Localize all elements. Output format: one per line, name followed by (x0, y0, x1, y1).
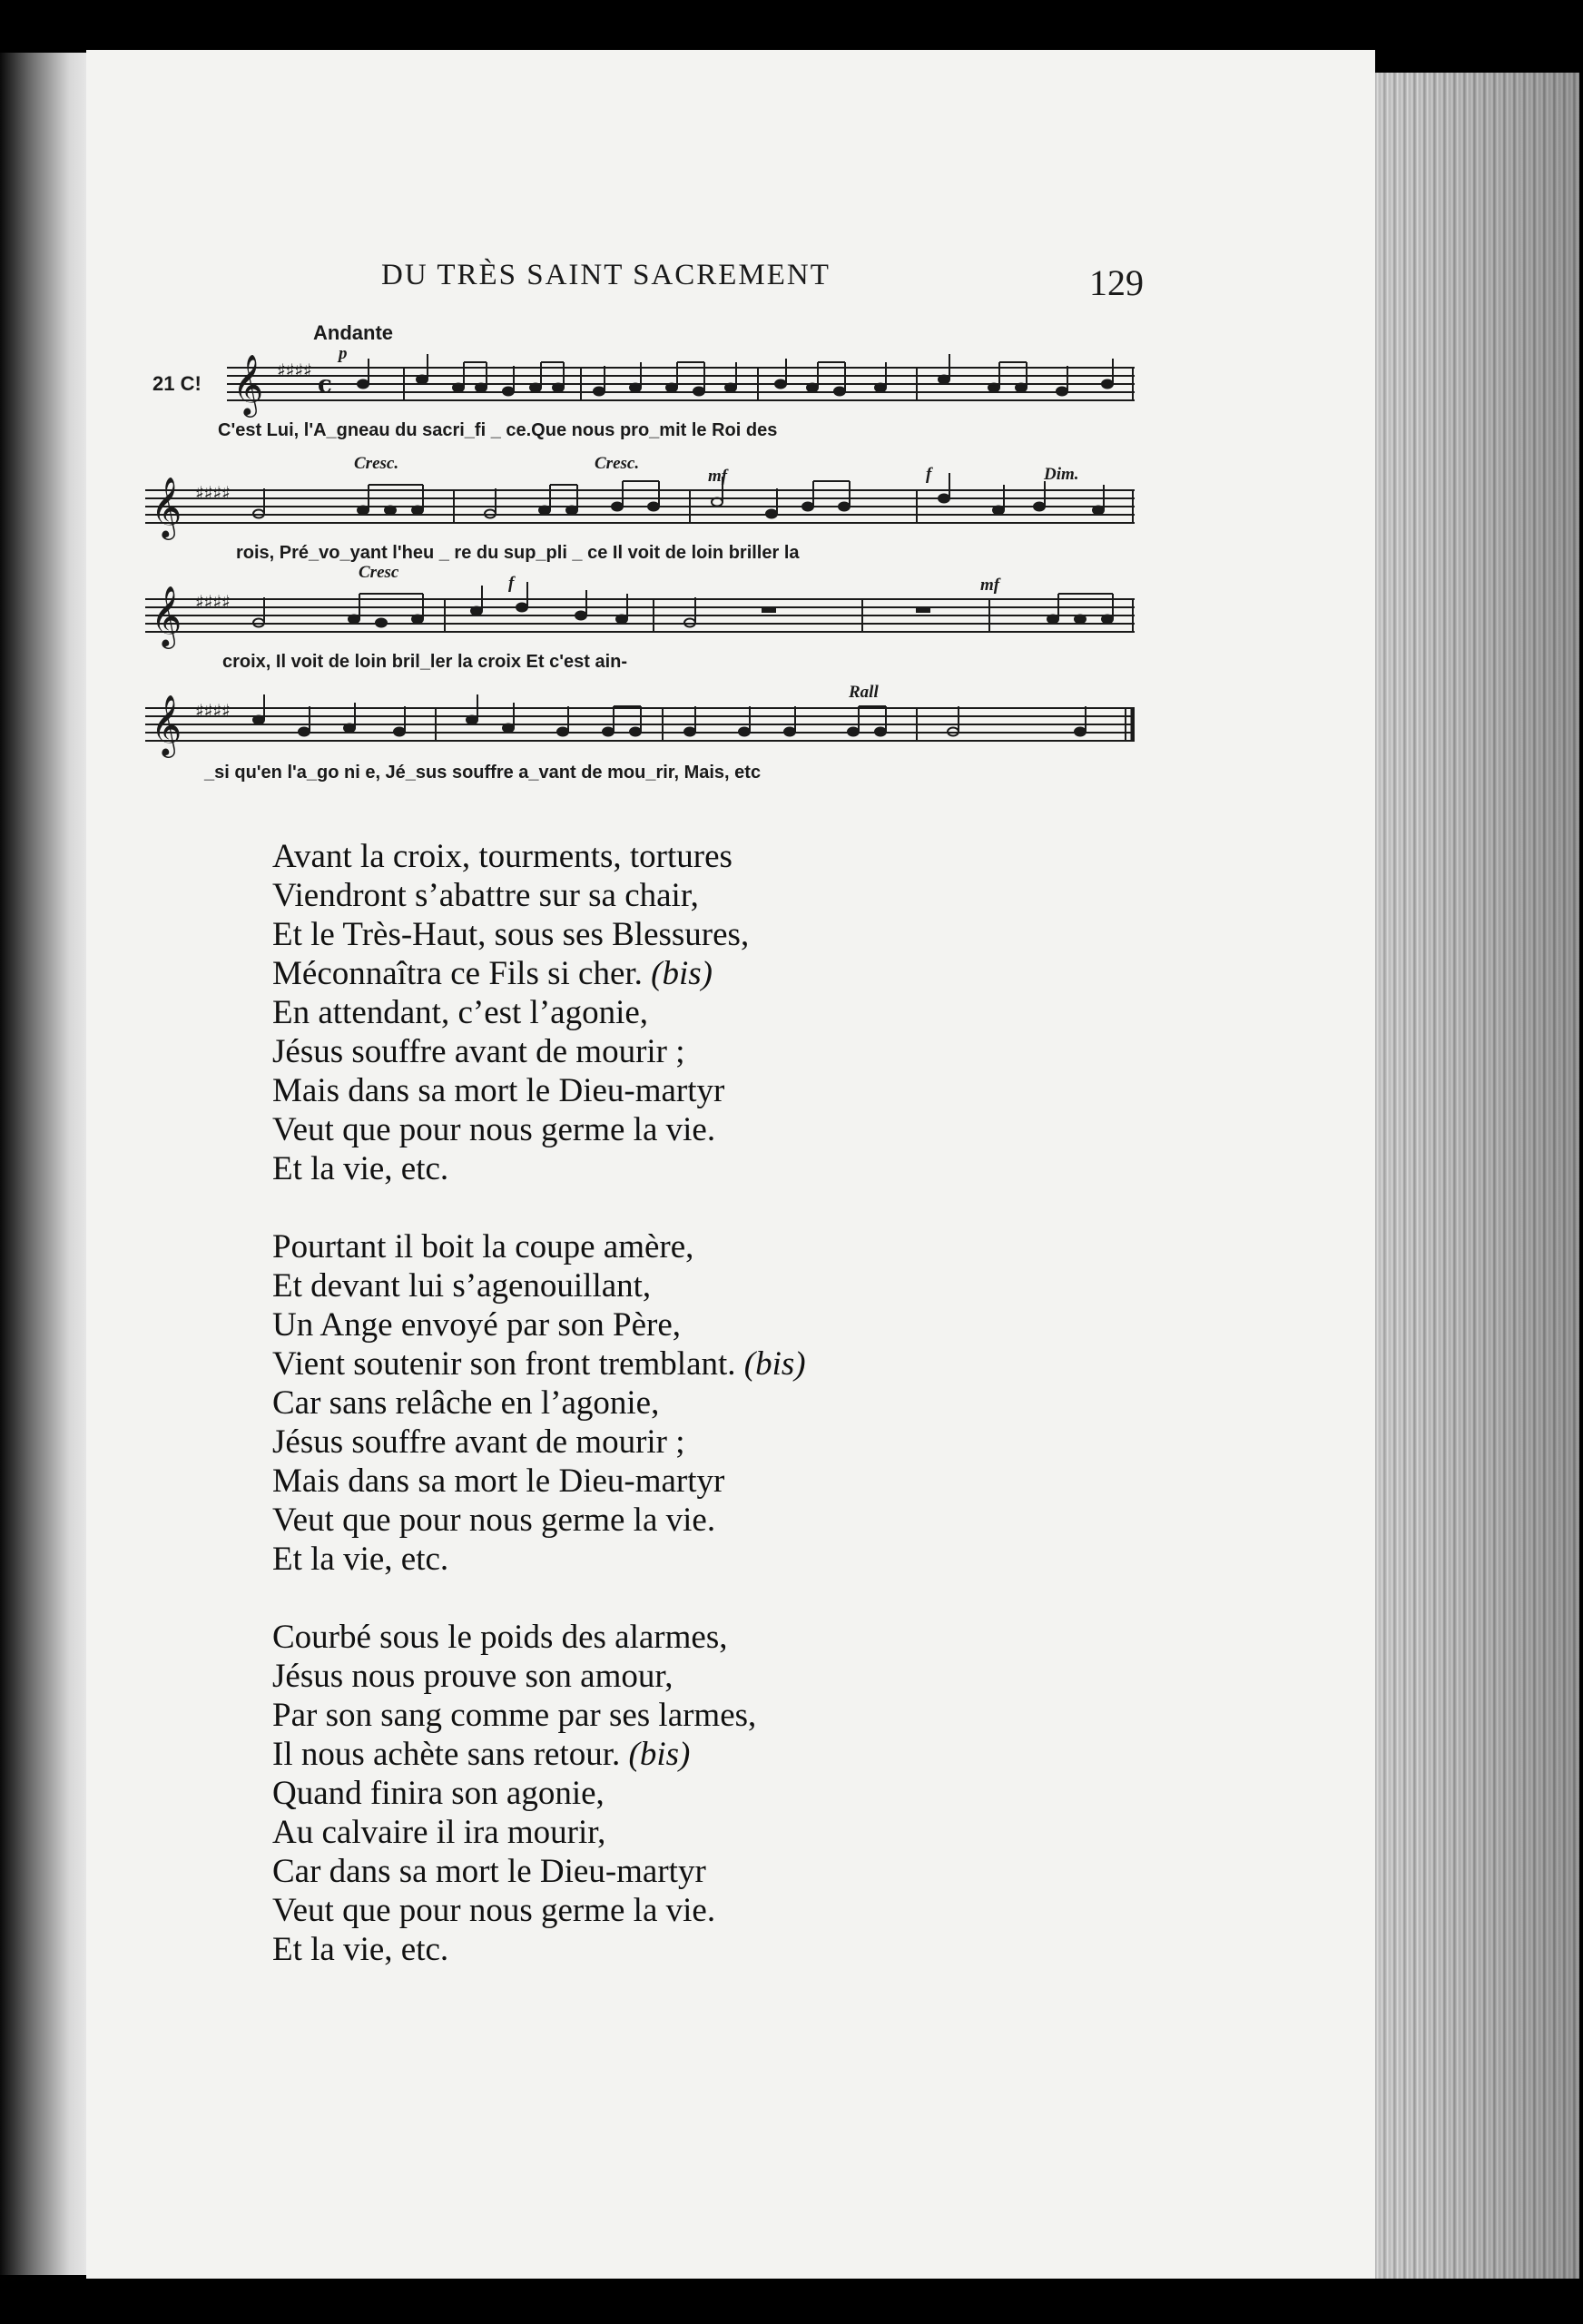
svg-text:𝄞: 𝄞 (151, 585, 182, 646)
stanza-line: En attendant, c’est l’agonie, (272, 994, 649, 1031)
rall-marking: Rall (849, 683, 879, 702)
stanza-2 (272, 1227, 1089, 1579)
lyric-line-4: _si qu'en l'a_go ni e, Jé_sus souffre a_vant de mou_rir, Mais, etc (204, 763, 762, 783)
cresc-marking-1: Cresc. (354, 454, 399, 473)
svg-text:𝄞: 𝄞 (151, 694, 182, 755)
repeat-mark: (bis) (743, 1345, 806, 1383)
svg-text:𝄞: 𝄞 (232, 353, 264, 415)
tempo-marking: Andante (313, 321, 393, 344)
stanza-line: Et la vie, etc. (272, 1150, 449, 1187)
staff-4 (145, 690, 1135, 763)
svg-text:♯♯♯♯: ♯♯♯♯ (195, 591, 231, 613)
lyric-line-1: C'est Lui, l'A_gneau du sacri_fi _ ce.Que nous pro_mit le Roi des (218, 420, 778, 440)
stanza-1 (272, 837, 1089, 1188)
svg-text:♯♯♯♯: ♯♯♯♯ (277, 359, 312, 381)
stanza-line: Veut que pour nous germe la vie. (272, 1502, 716, 1539)
stanza-line: Car dans sa mort le Dieu-martyr (272, 1853, 706, 1890)
stanza-line: Mais dans sa mort le Dieu-martyr (272, 1072, 725, 1109)
stanza-3 (272, 1618, 1089, 1969)
stanza-line: Mais dans sa mort le Dieu-martyr (272, 1462, 725, 1500)
repeat-mark: (bis) (628, 1736, 691, 1773)
staff-1 (145, 350, 1135, 422)
dim-marking: Dim. (1044, 465, 1079, 484)
stanza-line: Quand finira son agonie, (272, 1775, 605, 1812)
stanza-line-with-repeat (272, 954, 1089, 993)
stanza-line: Pourtant il boit la coupe amère, (272, 1228, 694, 1265)
stanza-line: Jésus souffre avant de mourir ; (272, 1423, 685, 1461)
lyric-line-2: rois, Pré_vo_yant l'heu _ re du sup_pli _ ce Il voit de loin briller la (236, 543, 800, 563)
previous-page-edge (0, 53, 100, 2275)
stanza-line: Veut que pour nous germe la vie. (272, 1111, 716, 1148)
stanza-line-text: Vient soutenir son front tremblant. (272, 1345, 736, 1383)
stanza-line-text: Méconnaîtra ce Fils si cher. (272, 955, 643, 992)
stanza-line-text: Il nous achète sans retour. (272, 1736, 621, 1773)
dynamic-f-1: f (926, 465, 932, 484)
music-system-3 (145, 563, 1135, 699)
music-system-2 (145, 454, 1135, 590)
page-number: 129 (1089, 262, 1144, 303)
dynamic-p: p (339, 344, 348, 363)
music-system-1 (145, 344, 1135, 468)
stanza-line: Un Ange envoyé par son Père, (272, 1306, 682, 1344)
svg-text:♯♯♯♯: ♯♯♯♯ (195, 482, 231, 504)
music-system-4 (145, 683, 1135, 808)
stanza-line: Courbé sous le poids des alarmes, (272, 1619, 728, 1656)
stanza-line-with-repeat (272, 1344, 1089, 1384)
stanza-line: Et la vie, etc. (272, 1931, 449, 1968)
stanza-line: Viendront s’abattre sur sa chair, (272, 877, 699, 914)
hymn-number: 21 C! (152, 372, 202, 395)
dynamic-f-2: f (508, 574, 515, 593)
dynamic-mf-2: mf (980, 576, 1000, 595)
staff-2 (145, 472, 1135, 545)
stanza-line: Jésus souffre avant de mourir ; (272, 1033, 685, 1070)
hymn-stanzas (272, 837, 1089, 2008)
stanza-line: Car sans relâche en l’agonie, (272, 1384, 660, 1422)
stanza-line: Et devant lui s’agenouillant, (272, 1267, 652, 1305)
lyric-line-3: croix, Il voit de loin bril_ler la croix Et c'est ain- (222, 652, 628, 672)
stanza-line: Jésus nous prouve son amour, (272, 1658, 674, 1695)
stanza-line: Au calvaire il ira mourir, (272, 1814, 606, 1851)
cresc-marking-2: Cresc. (595, 454, 640, 473)
staff-3 (145, 581, 1135, 654)
dynamic-mf-1: mf (708, 467, 728, 486)
svg-text:𝄞: 𝄞 (151, 476, 182, 537)
repeat-mark: (bis) (651, 955, 713, 992)
stanza-line: Et le Très-Haut, sous ses Blessures, (272, 916, 750, 953)
stanza-line: Par son sang comme par ses larmes, (272, 1697, 757, 1734)
stanza-line-with-repeat (272, 1735, 1089, 1774)
svg-text:c: c (318, 371, 332, 399)
stanza-line: Et la vie, etc. (272, 1541, 449, 1578)
running-title: DU TRÈS SAINT SACREMENT (381, 259, 831, 291)
cresc-marking-3: Cresc (359, 563, 399, 582)
stanza-line: Avant la croix, tourments, tortures (272, 838, 733, 875)
stanza-line: Veut que pour nous germe la vie. (272, 1892, 716, 1929)
svg-text:♯♯♯♯: ♯♯♯♯ (195, 700, 231, 722)
